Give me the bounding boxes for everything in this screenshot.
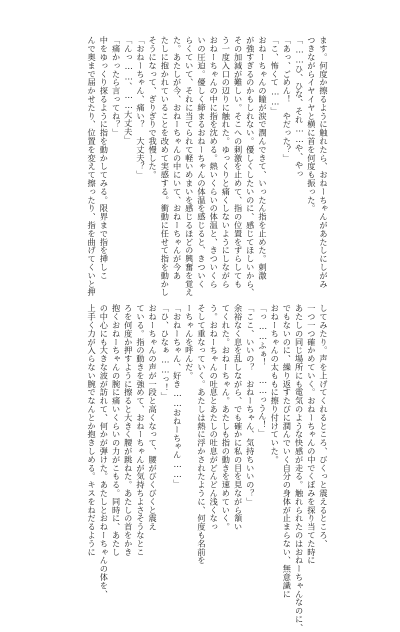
text-line: その加減が難しい。そこへの刺激を止めて、指の位置をずらしても: [233, 36, 244, 288]
text-line: の中心にも大きな波が訪れて、何かが弾けた。あたしとおねーちゃんの体を、: [99, 304, 110, 598]
text-line: してみたり。声を上げてくれるところ、びくっと震えるところ、: [319, 304, 329, 548]
text-line: おねーちゃんの太ももに擦り付けていた。: [270, 304, 281, 464]
text-block-bottom: [30, 304, 330, 632]
text-line: つきながらイヤイヤと横に首を何度も振った。: [306, 36, 317, 213]
text-line: んで奥まで届かせたり、位置を変えて擦ったり、指を曲げてくいと押: [87, 36, 98, 297]
text-line: ろを何度か押すように擦ると大きく腰が跳ねた。あたしの首をかき: [123, 304, 134, 556]
text-line: 上手く力が入らない腕でなんとか抱きしめる。キスをねだるように: [87, 304, 98, 556]
text-line: 抱くおねーちゃんの腕に痛いくらいの力がこもる。同時に、あたし: [111, 304, 122, 556]
text-line: いの圧迫。優しく締まるおねーちゃんの体温を感じると、きついく: [196, 36, 207, 288]
text-line: 余裕なく息を乱しながら、でも確かに私の目を見ながら頷い: [233, 304, 244, 531]
text-line: そうになって、ぎりぎりで我慢した。: [148, 36, 159, 179]
text-line: ーちゃんを呼んだ。: [184, 304, 195, 380]
text-line: おねーちゃんの声が一段と高くなって、腰がびくびくと震え: [148, 304, 159, 531]
text-line: おねーちゃんの瞳が涙で潤んできて、いったん指を止めた。刺激: [257, 36, 268, 280]
text-line: たしに抱かれていることを改めて実感する。衝動に任せて指を動かし: [160, 36, 171, 297]
text-line: でもないのに、繰り返すたびに潤んでいく自分の身体が止まらない、無意識に: [282, 304, 293, 598]
text-line: らくていて、それに当てられて軽いめまいを感じるほどの興奮を覚え: [184, 36, 195, 297]
text-line: 「……ひ、ひな、それ……や、やっ: [294, 36, 305, 178]
text-line: 一つ一つ確かめていく。おねーちゃんの中でくぼみを探り当てた時に: [306, 304, 317, 565]
text-line: ます。何度か擦るように触れたら、おねーちゃんがあたしにしがみ: [319, 36, 329, 288]
text-line: 「痛かったら言ってね？」: [111, 36, 122, 137]
text-line: てくれた。おねーちゃん。あたしも指の動きを速めていく。: [221, 304, 232, 531]
text-line: 「あっ、ごめん！ やだった？」: [282, 36, 293, 162]
text-line: 「こ、怖くて……」: [270, 36, 281, 116]
text-line: ている。指の動きを強めて、おねーちゃんが気持ちよさそうなとこ: [135, 304, 146, 556]
text-line: う。おねーちゃんの吐息とあたしの吐息がどんどん浅くなっ: [209, 304, 220, 531]
text-line: 「おねーちゃん、好き……おねーちゃん……」: [172, 304, 183, 488]
text-block-top: [30, 36, 330, 297]
text-line: 「んっ……、……大丈夫」: [123, 36, 134, 144]
text-line: 「ひ、ひなぁ……っ！」: [160, 304, 171, 400]
text-line: が強すぎるのかもしれない。優しくしたいのに、感じてほしいから、: [245, 36, 256, 297]
text-line: おねーちゃんの中に指を沈める。熱いくらいの体温と、きついくら: [209, 36, 220, 288]
text-line: 中をゆっくり探るように指を動かしてみる。限界まで指を挿しこ: [99, 36, 110, 280]
text-line: あたしの同じ場所にも電気のような快感が走る。触れられたのはおねーちゃんなのに、: [294, 304, 305, 632]
text-line: う一度入口の辺りに触れた。ゆっくりと痛くしないようにしながら: [221, 36, 232, 288]
text-line: 「ここ、いいの？ おねーちゃん、気持ちいいの？」: [245, 304, 256, 506]
text-line: 「おねーちゃん、痛い？ 大丈夫？」: [135, 36, 146, 179]
text-line: 「っ……ふぁ！ ……っうん！」: [257, 304, 268, 438]
text-line: た。あたしが今、おねーちゃんの中にいて、おねーちゃんが今あ: [172, 36, 183, 280]
text-line: そして重なっていく。あたしは熱に浮かされたように、何度も名前を: [196, 304, 207, 565]
